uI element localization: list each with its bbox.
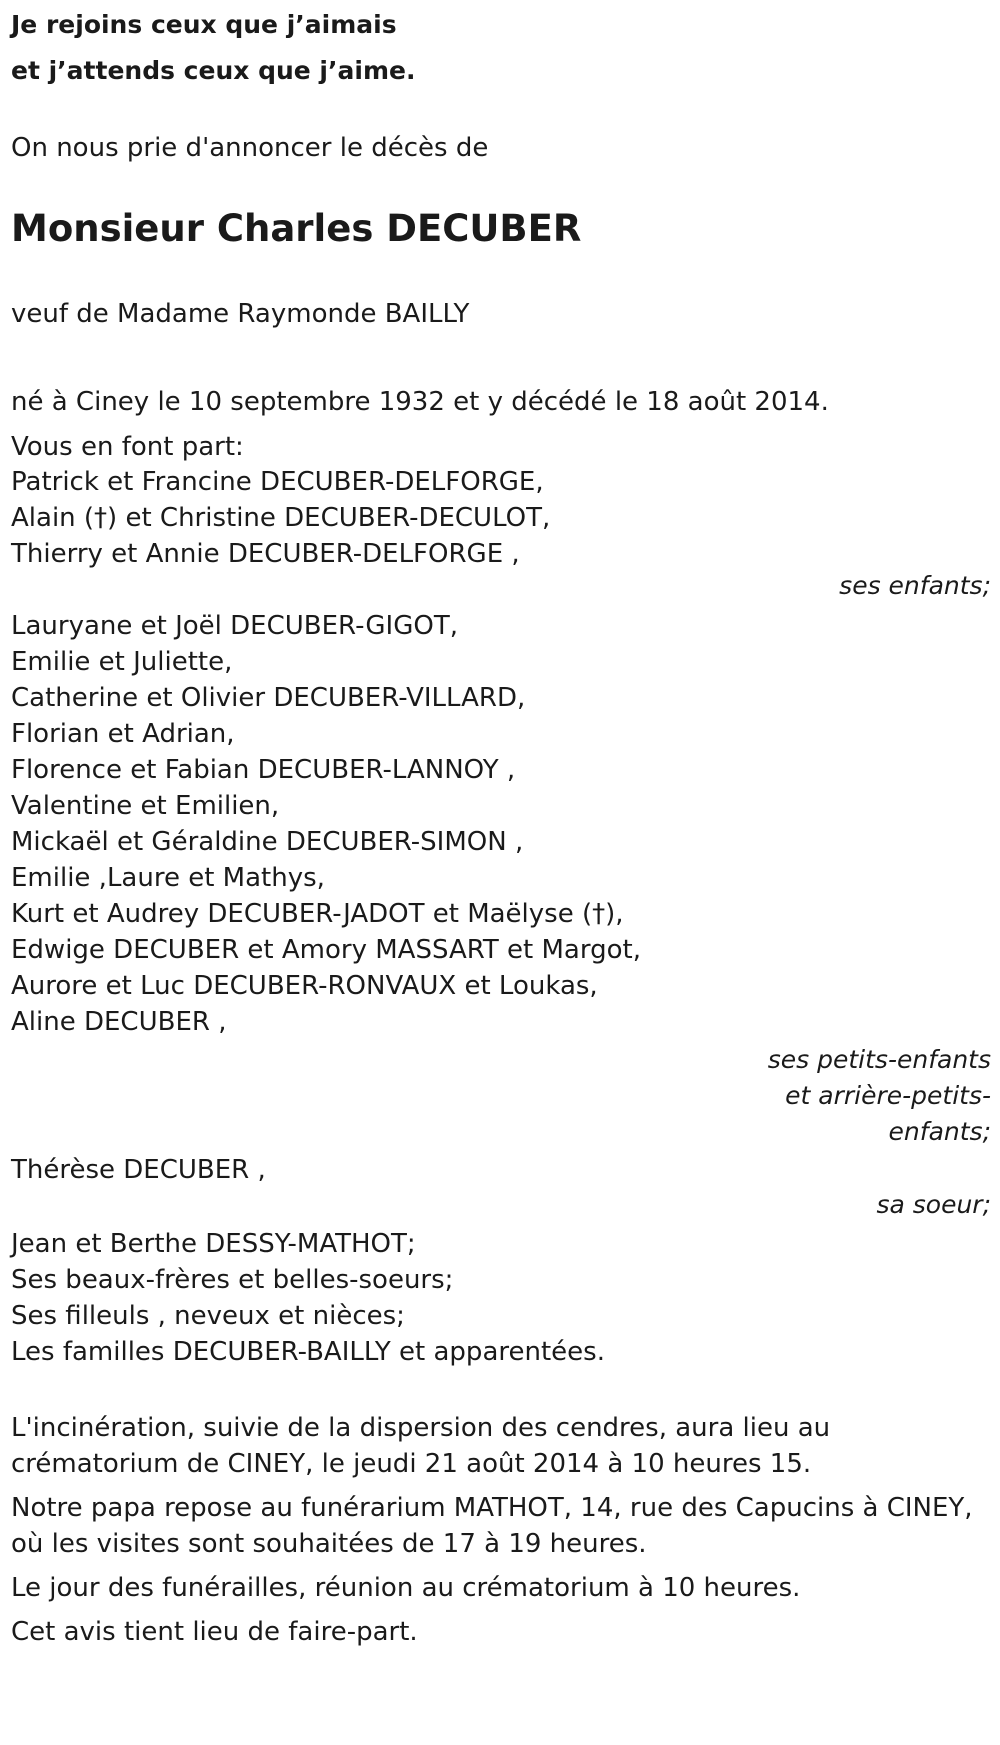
list-item: Aurore et Luc DECUBER-RONVAUX et Loukas, [11, 971, 598, 1001]
meeting-info: Le jour des funérailles, réunion au crématorium à 10 heures. [11, 1573, 801, 1603]
widow-of: veuf de Madame Raymonde BAILLY [11, 299, 470, 329]
funeral-line-1: L'incinération, suivie de la dispersion des cendres, aura lieu au [11, 1413, 831, 1443]
list-item: Mickaël et Géraldine DECUBER-SIMON , [11, 827, 524, 857]
list-item: Catherine et Olivier DECUBER-VILLARD, [11, 683, 526, 713]
list-item: Valentine et Emilien, [11, 791, 280, 821]
children-list [11, 464, 991, 572]
sister-note: sa soeur; [876, 1190, 991, 1219]
grandchildren-note-line-2: et arrière-petits- [785, 1081, 991, 1110]
list-item: Kurt et Audrey DECUBER-JADOT et Maëlyse (†), [11, 899, 624, 929]
sister: Thérèse DECUBER , [11, 1155, 266, 1185]
grandchildren-note-line-3: enfants; [888, 1117, 991, 1146]
grandchildren-note [11, 1042, 991, 1150]
list-item: Alain (†) et Christine DECUBER-DECULOT, [11, 503, 551, 533]
list-item: Ses filleuls , neveux et nièces; [11, 1301, 405, 1331]
list-item: Jean et Berthe DESSY-MATHOT; [11, 1229, 416, 1259]
list-item: Aline DECUBER , [11, 1007, 227, 1037]
grandchildren-note-line-1: ses petits-enfants [767, 1045, 991, 1074]
motto-line-2: et j’attends ceux que j’aime. [11, 56, 416, 85]
repose-line-1: Notre papa repose au funérarium MATHOT, 14, rue des Capucins à CINEY, [11, 1493, 973, 1523]
repose-paragraph [11, 1490, 991, 1562]
intro-text: Vous en font part: [11, 432, 244, 462]
motto [11, 0, 991, 96]
list-item: Florian et Adrian, [11, 719, 235, 749]
obituary-notice [11, 0, 991, 1650]
announcement: On nous prie d'annoncer le décès de [11, 133, 489, 163]
list-item: Lauryane et Joël DECUBER-GIGOT, [11, 611, 458, 641]
list-item: Les familles DECUBER-BAILLY et apparentées. [11, 1337, 605, 1367]
list-item: Emilie ,Laure et Mathys, [11, 863, 325, 893]
grandchildren-list [11, 608, 991, 1040]
children-note: ses enfants; [839, 571, 991, 600]
list-item: Thierry et Annie DECUBER-DELFORGE , [11, 539, 520, 569]
motto-line-1: Je rejoins ceux que j’aimais [11, 10, 397, 39]
deceased-name: Monsieur Charles DECUBER [11, 207, 582, 250]
funeral-line-2: crématorium de CINEY, le jeudi 21 août 2014 à 10 heures 15. [11, 1449, 812, 1479]
list-item: Patrick et Francine DECUBER-DELFORGE, [11, 467, 544, 497]
list-item: Ses beaux-frères et belles-soeurs; [11, 1265, 454, 1295]
closing-text: Cet avis tient lieu de faire-part. [11, 1617, 418, 1647]
list-item: Edwige DECUBER et Amory MASSART et Margot, [11, 935, 641, 965]
birth-death-dates: né à Ciney le 10 septembre 1932 et y décédé le 18 août 2014. [11, 387, 829, 417]
repose-line-2: où les visites sont souhaitées de 17 à 19 heures. [11, 1529, 647, 1559]
funeral-paragraph [11, 1410, 991, 1482]
list-item: Florence et Fabian DECUBER-LANNOY , [11, 755, 516, 785]
other-relatives-list [11, 1226, 991, 1370]
list-item: Emilie et Juliette, [11, 647, 233, 677]
